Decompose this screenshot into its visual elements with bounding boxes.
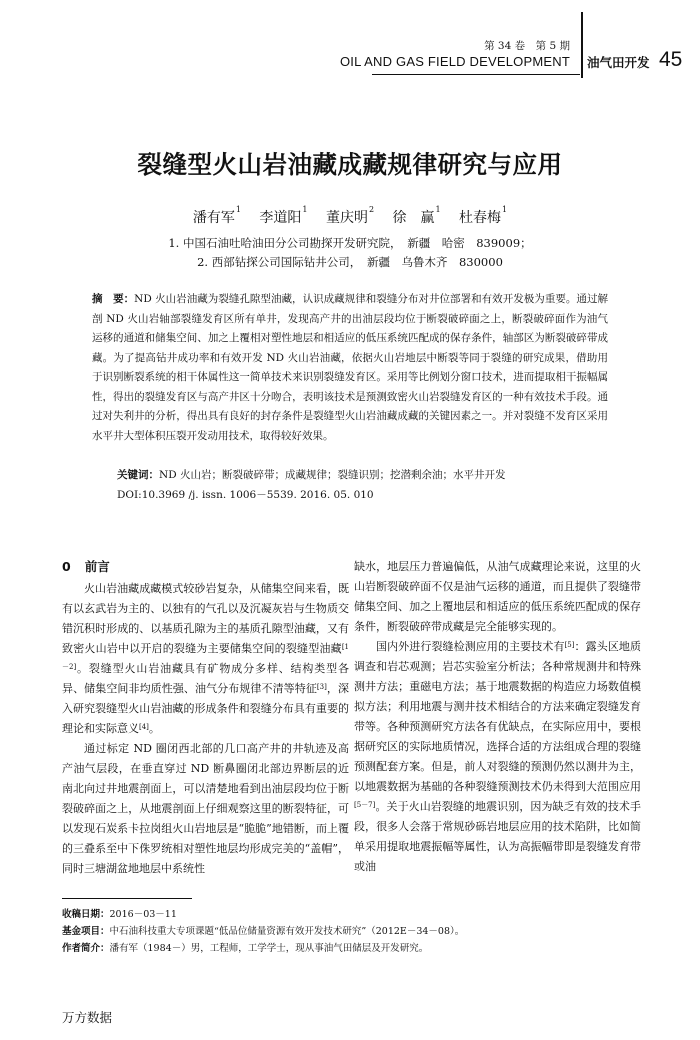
watermark: 万方数据 xyxy=(62,1010,113,1025)
section-heading: 0 前言 xyxy=(62,559,110,574)
header-divider xyxy=(581,12,583,78)
author: 潘有军$^1$ xyxy=(192,205,241,226)
volume-issue: 第 34 卷 第 5 期 xyxy=(484,40,570,52)
keywords xyxy=(117,467,608,482)
keywords-text: ND 火山岩；断裂破碎带；成藏规律；裂缝识别；挖潜剩余油；水平井开发 xyxy=(159,469,506,481)
affiliation-2: 2. 西部钻探公司国际钻井公司， 新疆 乌鲁木齐 830000 xyxy=(197,255,503,269)
affiliation-1: 1. 中国石油吐哈油田分公司勘探开发研究院， 新疆 哈密 839009； xyxy=(168,236,532,250)
abstract xyxy=(92,290,608,446)
paragraph: 国内外进行裂缝检测应用的主要技术有[5]：露头区地质调查和岩芯观测；岩芯实验室分析法；各种常规测井和特殊测井方法；重磁电方法；基于地震数据的构造应力场数值模拟方法；利用地震与测井技术相结合的方法来确定裂缝发育带等。各种预测研究方法各有优缺点，在实际应用中，要根据研究区的实际地质情况，选择合适的方法组成合理的裂缝预测配套方案。但是，前人对裂缝的预测仍然以测井为主，以地震数据为基础的各种裂缝预测技术仍未得到大范围应用[5－7]。关于火山岩裂缝的地震识别，因为缺乏有效的技术手段，很多人会落于常规砂砾岩地层应用的技术陷阱，比如简单采用提取地震振幅等属性，认为高振幅带即是裂缝发育带或油 xyxy=(354,640,642,873)
paragraph: 火山岩油藏成藏模式较砂岩复杂，从储集空间来看，既有以玄武岩为主的、以独有的气孔以及沉凝灰岩与生物质交错沉积时形成的、以基质孔隙为主的基质孔隙型油藏，又有致密火山岩中以开启的裂缝为主要储集空间的裂缝型油藏[1－2]。裂缝型火山岩油藏具有矿物成分多样、结构类型各异、储集空间非均质性强、油气分布规律不清等特征[3]，深入研究裂缝型火山岩油藏的形成条件和裂缝分布具有重要的理论和实际意义[4]。 xyxy=(62,582,350,735)
author-list xyxy=(0,207,700,227)
footnote-rule xyxy=(62,898,192,899)
footnote-author-bio: 作者简介：潘有军（1984－）男，工程师，工学学士，现从事油气田储层及开发研究。 xyxy=(62,943,429,954)
citation: [3] xyxy=(316,683,327,691)
abstract-label: 摘 要： xyxy=(92,293,135,305)
author: 李道阳$^1$ xyxy=(259,205,308,226)
header-rule xyxy=(372,74,580,75)
keywords-label: 关键词： xyxy=(117,469,159,481)
citation: [4] xyxy=(139,723,149,731)
citation: [1－2] xyxy=(62,643,349,671)
author: 杜春梅$^1$ xyxy=(459,205,508,226)
footnote-funding: 基金项目：中石油科技重大专项课题“低品位储量资源有效开发技术研究”（2012E－34－08）。 xyxy=(62,926,465,937)
footnote-received: 收稿日期：2016－03－11 xyxy=(62,909,177,920)
page-number: 45 xyxy=(659,48,683,71)
abstract-text: ND 火山岩油藏为裂缝孔隙型油藏，认识成藏规律和裂缝分布对井位部署和有效开发极为重要。通过解剖 ND 火山岩轴部裂缝发育区所有单井，发现高产井的出油层段均位于断裂破碎面之上，断裂破碎面作为油气运移的通道和储集空间、加之上覆相对塑性地层和相适应的低压系统匹配成的保存条件，轴部区为断裂破碎带成藏。为了提高钻井成功率和有效开发 ND 火山岩油藏，依据火山岩地层中断裂等同于裂缝的研究成果，借助用于识别断裂系统的相干体属性这一简单技术来识别裂缝发育区。采用等比例划分窗口技术，进而提取相干振幅属性，得出的裂缝发育区与高产井区十分吻合，表明该技术是预测致密火山岩裂缝发育区的一种有效技术手段。通过对失利井的分析，得出具有良好的封存条件是裂缝型火山岩油藏成藏的关键因素之一。并对裂缝不发育区采用水平井大型体积压裂开发动用技术，取得较好效果。 xyxy=(92,293,608,442)
journal-name-cn: 油气田开发 xyxy=(587,55,650,70)
citation: [5－7] xyxy=(354,801,376,809)
doi: DOI:10.3969 /j. issn. 1006－5539. 2016. 05. 010 xyxy=(117,489,374,501)
body-column-left xyxy=(62,557,349,879)
paragraph: 通过标定 ND 圈闭西北部的几口高产井的井轨迹及高产油气层段，在垂直穿过 ND 断鼻圈闭北部边界断层的近南北向过井地震剖面上，可以清楚地看到出油层段均位于断裂破碎面之上，从地震剖面上仔细观察这里的断裂特征，可以发现石炭系卡拉岗组火山岩地层是“脆脆”地错断，而上覆的三叠系至中下侏罗统相对塑性地层均形成完美的“盖帽”，同时三塘湖盆地地层中系统性 xyxy=(62,742,349,875)
author: 董庆明$^2$ xyxy=(325,205,375,226)
citation: [5] xyxy=(564,641,575,649)
article-title: 裂缝型火山岩油藏成藏规律研究与应用 xyxy=(137,150,563,179)
body-column-right xyxy=(354,557,641,877)
author: 徐 赢$^1$ xyxy=(392,205,441,226)
journal-name-en: OIL AND GAS FIELD DEVELOPMENT xyxy=(340,54,570,69)
paragraph: 缺水，地层压力普遍偏低，从油气成藏理论来说，这里的火山岩断裂破碎面不仅是油气运移的通道，而且提供了裂缝带储集空间、加之上覆地层和相适应的低压系统匹配成的保存条件，断裂破碎带成藏是完全能够实现的。 xyxy=(354,560,641,633)
